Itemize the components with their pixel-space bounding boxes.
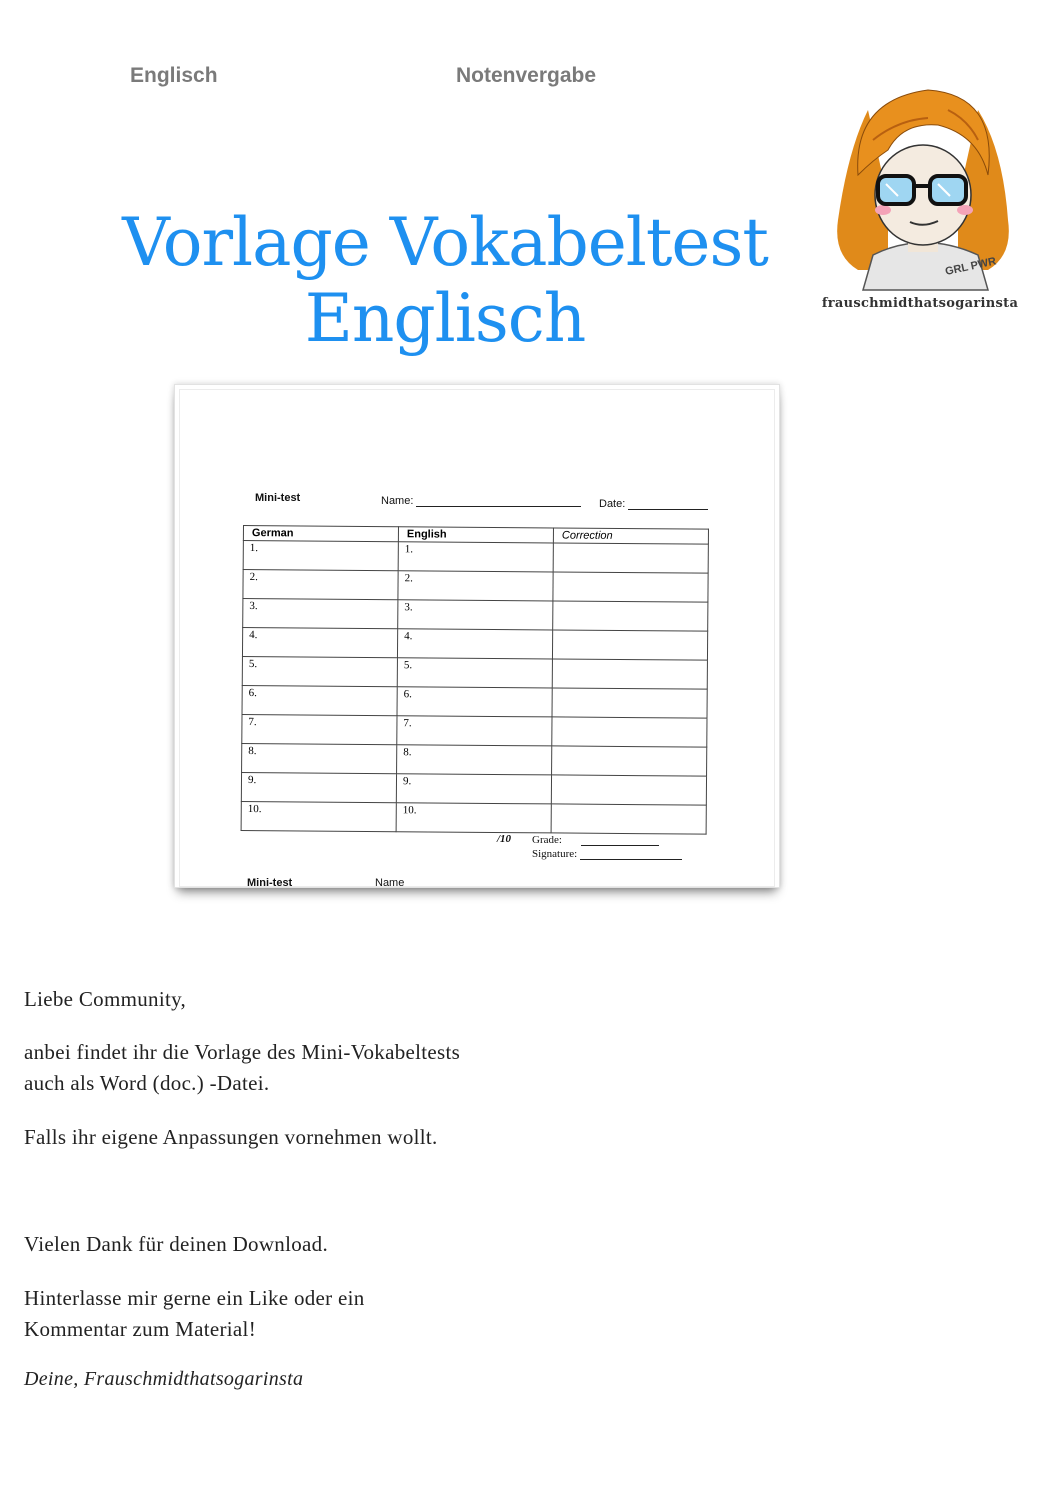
correction-cell — [552, 630, 707, 660]
paragraph-2: Falls ihr eigene Anpassungen vornehmen wollt. — [24, 1125, 438, 1149]
column-german: German — [243, 526, 398, 542]
table-row — [242, 714, 707, 747]
correction-cell — [551, 775, 706, 805]
correction-cell — [552, 746, 707, 776]
page-title-line-1: Vorlage Vokabeltest — [122, 204, 768, 281]
table-row — [243, 570, 708, 603]
column-correction: Correction — [553, 528, 708, 544]
german-cell: 10. — [241, 801, 396, 831]
correction-cell — [553, 572, 708, 602]
correction-cell — [552, 688, 707, 718]
worksheet-grade-line — [581, 835, 659, 846]
german-cell: 3. — [243, 599, 398, 629]
table-row — [242, 743, 707, 776]
worksheet-signature-field — [532, 848, 682, 860]
worksheet-name-line — [416, 496, 581, 507]
german-cell: 9. — [241, 772, 396, 802]
worksheet-grade-label: Grade: — [532, 834, 562, 846]
table-row — [241, 772, 706, 805]
german-cell: 1. — [243, 541, 398, 571]
worksheet-name-field — [381, 495, 581, 507]
table-row — [242, 685, 707, 718]
table-row — [243, 599, 708, 632]
german-cell: 6. — [242, 685, 397, 715]
paragraph-1-line-1: anbei findet ihr die Vorlage des Mini-Vokabeltests — [24, 1040, 461, 1064]
english-cell: 4. — [397, 629, 552, 659]
avatar-illustration — [828, 80, 1018, 290]
worksheet-next-name: Name — [375, 877, 405, 889]
correction-cell — [552, 717, 707, 747]
german-cell: 5. — [242, 656, 397, 686]
thanks-text: Vielen Dank für deinen Download. — [24, 1232, 328, 1256]
worksheet-heading: Mini-test — [255, 492, 301, 504]
worksheet-table — [241, 525, 709, 831]
signature: Deine, Frauschmidthatsogarinsta — [24, 1368, 304, 1390]
english-cell: 8. — [397, 745, 552, 775]
english-cell: 3. — [398, 600, 553, 630]
english-cell: 7. — [397, 716, 552, 746]
correction-cell — [553, 543, 708, 573]
table-row — [243, 541, 708, 574]
correction-cell — [552, 659, 707, 689]
worksheet-date-label: Date: — [599, 498, 626, 510]
column-english: English — [398, 527, 553, 543]
header-topic: Notenvergabe — [456, 64, 597, 87]
correction-cell — [553, 601, 708, 631]
english-cell: 5. — [397, 658, 552, 688]
english-cell: 1. — [398, 542, 553, 572]
english-cell: 9. — [396, 774, 551, 804]
english-cell: 10. — [396, 803, 551, 833]
english-cell: 2. — [398, 571, 553, 601]
worksheet-score: /10 — [497, 833, 512, 845]
worksheet-grade-field — [532, 834, 659, 846]
worksheet-date-field — [599, 498, 708, 510]
table-row — [242, 656, 707, 689]
german-cell: 4. — [242, 628, 397, 658]
worksheet-date-line — [628, 499, 708, 510]
shirt-text: GRL PWR — [944, 255, 998, 278]
avatar-caption: frauschmidthatsogarinsta — [821, 296, 1019, 311]
german-cell: 8. — [242, 743, 397, 773]
correction-cell — [551, 804, 706, 834]
worksheet-name-label: Name: — [381, 495, 414, 507]
paragraph-3-line-2: Kommentar zum Material! — [24, 1317, 256, 1341]
german-cell: 7. — [242, 714, 397, 744]
worksheet-signature-label: Signature: — [532, 848, 578, 860]
worksheet-preview — [174, 384, 780, 888]
paragraph-3-line-1: Hinterlasse mir gerne ein Like oder ein — [24, 1286, 365, 1310]
greeting: Liebe Community, — [24, 987, 187, 1011]
table-row — [241, 801, 706, 834]
paragraph-1-line-2: auch als Word (doc.) -Datei. — [24, 1071, 270, 1095]
english-cell: 6. — [397, 687, 552, 717]
header-subject: Englisch — [130, 64, 218, 87]
german-cell: 2. — [243, 570, 398, 600]
worksheet-signature-line — [580, 849, 682, 860]
table-row — [242, 628, 707, 661]
page-title-line-2: Englisch — [304, 280, 586, 357]
worksheet-next-heading: Mini-test — [247, 877, 293, 889]
